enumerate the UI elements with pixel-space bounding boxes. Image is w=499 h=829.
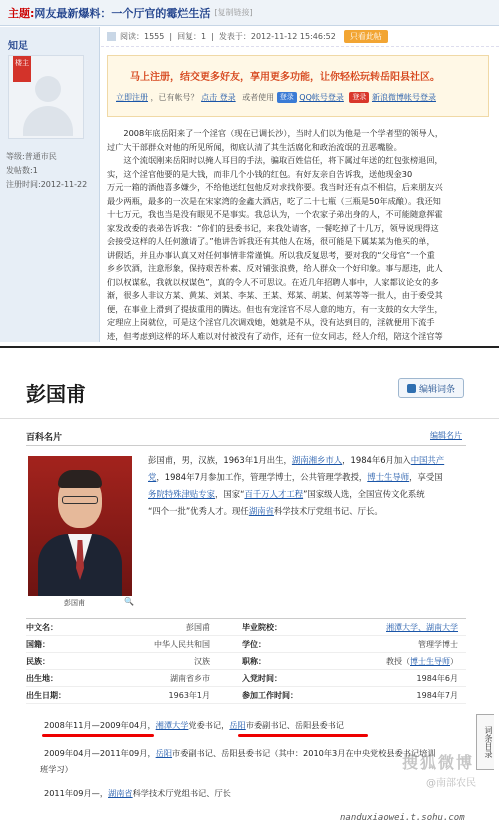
link-doctoral-supervisor-2[interactable]: 博士生导师 [410, 656, 450, 666]
have-account-text: ，已有帐号？ [150, 93, 199, 102]
link-cpc[interactable]: 中国共产 [410, 455, 445, 465]
qq-login-link[interactable]: QQ帐号登录 [299, 93, 344, 102]
info-row: 出生地： 湖南省乡市 入党时间： 1984年6月 [26, 670, 466, 687]
post-line: 十七万元，我也当是没有眼见不是事实。我总认为，一个农家子弟出身的人，不可能随意挥霍 [107, 209, 443, 219]
entry-title: 彭国甫 [26, 382, 86, 406]
career-item: 2008年11月—2009年04月，湘潭大学党委书记，岳阳市委副书记、岳阳县委书记 [44, 720, 345, 730]
author-name[interactable]: 知足 [8, 41, 28, 52]
info-table [26, 618, 466, 704]
register-banner [107, 55, 489, 117]
info-row: 中文名： 彭国甫 毕业院校： 湘潭大学、湖南大学 [26, 619, 466, 636]
qq-login-button[interactable]: 登录 [277, 92, 297, 103]
avatar-body-icon [23, 106, 73, 136]
replies-count: 回复：1 [177, 32, 207, 41]
post-line: 实，这个淫官他要的是大钱，而非几个小钱的红包。有好友亲自告诉我，送他现金30 [107, 168, 413, 179]
post-line: 渐，很多人非议方某、黄某、刘某、李某、王某、郑某、胡某、何某等等一批人，由于委受其 [107, 290, 443, 300]
post-line: 家发改委的表弟告诉我：“你们的县委书记，来我处请客，一餐吃掉了十几万，领导说现得这 [107, 222, 439, 233]
register-link[interactable]: 立即注册 [116, 93, 148, 102]
post-line: 迹，但考虑到这样的坏人难以对付被没有了动作，还有一位女同志，经人介绍，陪这个淫官等 [107, 330, 443, 341]
link-hunan[interactable]: 湖南省 [248, 506, 274, 516]
portrait-photo[interactable] [28, 456, 132, 596]
link-talent-project[interactable]: 百千万人才工程 [244, 489, 304, 499]
link-xiangtan-univ[interactable]: 湘潭大学 [155, 720, 189, 730]
login-links [116, 92, 436, 103]
career-item: 2009年04月—2011年09月，岳阳市委副书记、岳阳县委书记（其中：2010年3月在中央党校县委书记培训 [44, 748, 436, 758]
highlight-underline [238, 734, 368, 737]
highlight-underline [42, 734, 154, 737]
post-line: 便，在事业上滑到了提拔重用的腾达。但也有宠淫官不尽人意的地方，有一支鼓的女大学生， [107, 303, 443, 314]
edit-entry-label: 编辑词条 [418, 384, 455, 395]
career-item: 2011年09月—，湖南省科学技术厅党组书记、厅长 [44, 788, 231, 798]
user-level: 等级:普通市民 [6, 152, 57, 161]
link-yueyang[interactable]: 岳阳 [229, 720, 246, 730]
user-regdate: 注册时间:2012-11-22 [6, 180, 88, 189]
post-line: 过广大干部群众对他的所见所闻，彻底认清了其生活腐化和政治流氓的丑恶嘴脸。 [107, 141, 402, 152]
views-count: 阅读：1555 [120, 32, 165, 41]
post-line: 2008年底岳阳来了一个淫官（现在已调长沙），当时人们以为他是一个学者型的领导人， [107, 128, 444, 138]
topic-label: 主题: [8, 6, 35, 20]
zoom-icon[interactable]: 🔍 [124, 597, 134, 606]
post-line: 讲假话，并且办事认真又对任何事情非常谨慎。所以我反复思考，要对我的“父母官”一个重 [107, 249, 435, 260]
post-line: 们以权谋私，我就以权谋色”，真的令人不可思议。在近几年招聘人事中，人家都议论女的多 [107, 276, 439, 287]
pencil-icon [407, 384, 416, 393]
baike-screenshot [0, 346, 499, 829]
link-special-allowance[interactable]: 务院特殊津贴专家 [148, 489, 215, 499]
watermark-logo: 搜狐微博 [402, 753, 475, 772]
author-panel [0, 27, 100, 342]
link-doctoral-supervisor[interactable]: 博士生导师 [367, 472, 410, 482]
info-row: 出生日期： 1963年1月 参加工作时间： 1984年7月 [26, 687, 466, 704]
edit-entry-button[interactable] [398, 378, 464, 398]
weibo-login-link[interactable]: 新浪微博帐号登录 [371, 93, 436, 102]
post-area [101, 27, 499, 342]
glasses-shape [62, 496, 98, 504]
post-icon [107, 32, 116, 41]
photo-caption: 彭国甫 [64, 599, 85, 607]
toc-tab[interactable]: 词条目录 [476, 714, 494, 770]
link-yueyang-2[interactable]: 岳阳 [155, 748, 173, 758]
career-item-continued: 班学习） [40, 764, 73, 774]
avatar[interactable] [8, 55, 84, 139]
post-line: 万元一箱的酒他喜多嫌少，不给他送红包他反对求找你要。我当时还有点不相信，后来朋友兴 [107, 182, 443, 192]
post-line: 定理应上岗就位，可是这个淫官几次调戏她，她就是不从，没有达到目的，淫就便用下流手 [107, 317, 435, 327]
info-row: 国籍： 中华人民共和国 学位： 管理学博士 [26, 636, 466, 653]
user-posts: 发帖数:1 [6, 166, 38, 175]
login-link[interactable]: 点击 登录 [201, 93, 236, 102]
weibo-login-button[interactable]: 登录 [349, 92, 369, 103]
register-message: 马上注册，结交更多好友，享用更多功能，让你轻松玩转岳阳县社区。 [130, 72, 440, 83]
bio-text: 彭国甫，男，汉族，1963年1月出生，湖南湘乡市人，1984年6月加入中国共产 党，1984年7月参加工作，管理学博士，公共管理学教授，博士生导师，享受国 务院特殊津贴专家，国家“百千万人才工程”国家级人选，全国宣传文化系统 “四个一批”优秀人才。现任湖南省科学技术厅党组书记、厅长。 [148, 455, 445, 516]
link-hunan-2[interactable]: 湖南省 [108, 788, 133, 798]
info-row: 民族： 汉族 职称： 教授（博士生导师） [26, 653, 466, 670]
edit-card-link[interactable]: 编辑名片 [430, 431, 462, 440]
post-info-bar: 阅读：1555 | 回复：1 | 发表于：2012-11-12 15:46:52 只看此帖 [101, 27, 499, 47]
thread-header [0, 0, 499, 26]
forum-screenshot [0, 0, 499, 342]
link-party[interactable]: 党 [148, 472, 157, 482]
or-use-text: 或者使用 [242, 93, 275, 102]
post-line: 会接受这样的人任何激请了。”他讲告诉我还有其他人在场，很可能是下属某某为他买的单， [107, 236, 435, 246]
card-title: 百科名片 [26, 433, 63, 443]
watermark-handle: @南部农民 [426, 778, 476, 789]
watermark-url: nanduxiaowei.t.sohu.com [340, 813, 465, 823]
link-universities[interactable]: 湘潭大学、湖南大学 [386, 622, 458, 632]
only-author-button[interactable]: 只看此帖 [344, 30, 388, 43]
post-line: 最少两瓶，最多的一次是在宋家湾的金鑫大酒店，吃了二十七瓶（三瓶是50年成酿）。我还知 [107, 195, 441, 206]
post-content [107, 127, 499, 343]
avatar-head-icon [35, 76, 61, 102]
thread-title[interactable]: 网友最新爆料：一个厅官的霉烂生活 [34, 6, 211, 20]
link-xiangxiang[interactable]: 湖南湘乡市人 [291, 455, 343, 465]
copy-link[interactable]: [复制链接] [214, 8, 253, 17]
post-line: 乡乡饮酒，注意形象，保持艰苦朴素、反对铺张浪费，给人群众一个好印象。事与愿违，此人 [107, 263, 443, 273]
post-time: 发表于：2012-11-12 15:46:52 [218, 32, 336, 41]
post-line: 这个流氓刚来岳阳时以掩人耳目的手法，骗取百姓信任，将下属过年送的红包张榜退回， [107, 155, 443, 165]
op-badge: 楼主 [13, 56, 31, 82]
